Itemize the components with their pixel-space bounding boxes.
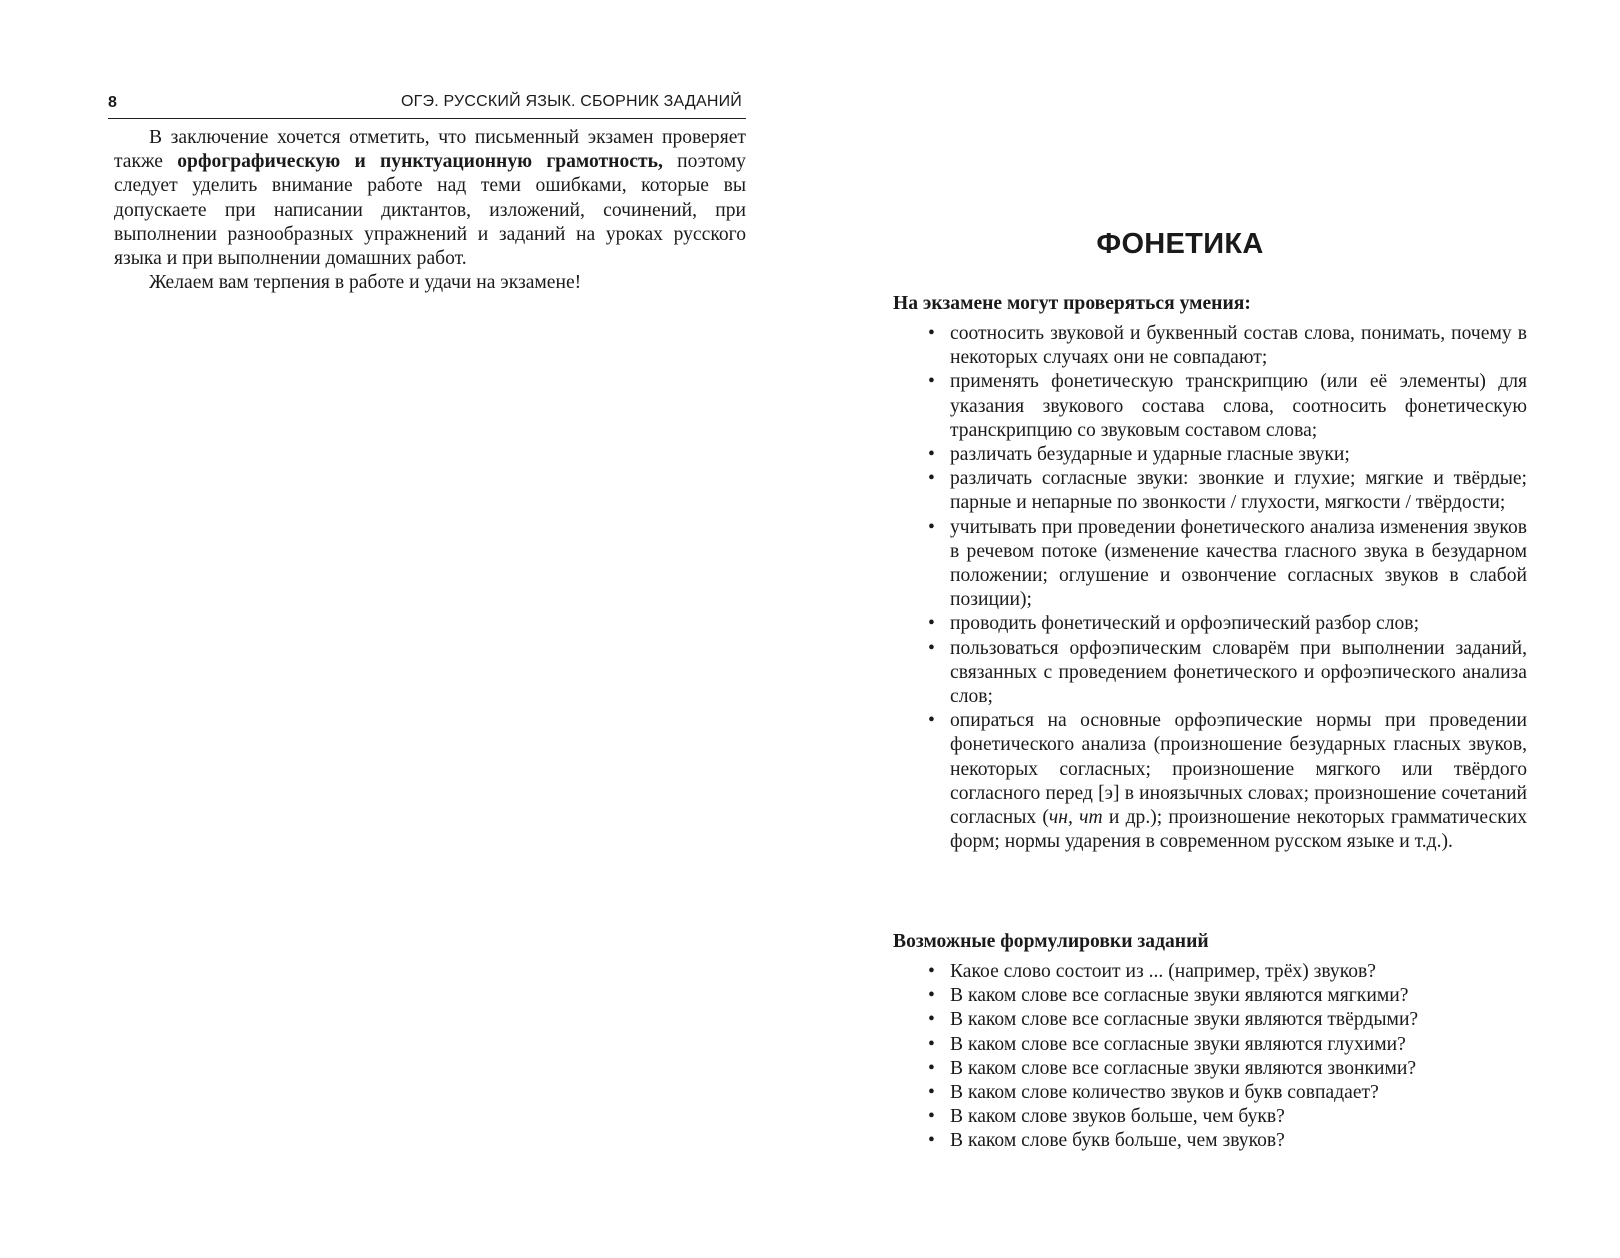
task-item: [893, 984, 1527, 1008]
skills-list-container: [893, 322, 1527, 854]
task-text: В каком слове все согласные звуки являются звонкими?: [950, 1057, 1417, 1079]
section-title: ФОНЕТИКА: [1096, 228, 1264, 260]
skill-text-end: и др.); произношение некоторых грамматических форм; нормы ударения в современном русском языке и т.д.).: [950, 807, 1528, 853]
task-text: В каком слове количество звуков и букв совпадает?: [950, 1082, 1379, 1104]
bullet-icon: •: [928, 1130, 935, 1152]
skill-item: [893, 516, 1527, 613]
bullet-icon: •: [928, 637, 935, 659]
skill-italic-text: чн, чт: [1048, 807, 1103, 829]
bullet-icon: •: [928, 444, 935, 466]
running-title: ОГЭ. РУССКИЙ ЯЗЫК. СБОРНИК ЗАДАНИЙ: [401, 93, 742, 110]
tasks-list: [893, 960, 1527, 1154]
running-header: [108, 92, 746, 119]
skill-text: различать согласные звуки: звонкие и глухие; мягкие и твёрдые; парные и непарные по звонкости / глухости, мягкости / твёрдости;: [950, 468, 1527, 514]
wish-paragraph: Желаем вам терпения в работе и удачи на экзамене!: [149, 272, 582, 294]
bullet-icon: •: [928, 371, 935, 393]
skill-text: различать безударные и ударные гласные звуки;: [950, 444, 1350, 466]
skills-heading: На экзамене могут проверяться умения:: [893, 293, 1251, 314]
skill-item: [893, 637, 1527, 710]
skill-item: [893, 709, 1527, 854]
task-item: [893, 1081, 1527, 1105]
skill-item: [893, 322, 1527, 370]
task-text: В каком слове все согласные звуки являются глухими?: [950, 1033, 1406, 1055]
conclusion-text-end: поэтому следует уделить внимание работе над теми ошибками, которые вы допускаете при написании диктантов, изложений, сочинений, при выполнении разнообразных упражнений и заданий на уроках русского языка и при выполнении домашних работ.: [114, 151, 746, 270]
skill-text: применять фонетическую транскрипцию (или её элементы) для указания звукового состава слова, соотносить фонетическую транскрипцию со звуковым составом слова;: [950, 371, 1527, 441]
bullet-icon: •: [928, 323, 935, 344]
skill-text-start: опираться на основные орфоэпические нормы при проведении фонетического анализа (произношение безударных гласных звуков, некоторых согласных; произношение мягкого или твёрдого согласного перед [э] в иноязычных словах; произношение сочетаний согласных (: [950, 710, 1527, 829]
conclusion-text-start: В заключение хочется отметить, что письменный экзамен проверяет также: [114, 127, 746, 173]
skill-item: [893, 467, 1527, 515]
task-item: [893, 1129, 1527, 1153]
task-text: В каком слове все согласные звуки являются мягкими?: [950, 985, 1409, 1007]
task-text: В каком слове звуков больше, чем букв?: [950, 1106, 1285, 1128]
bullet-icon: •: [928, 961, 935, 982]
skill-text: пользоваться орфоэпическим словарём при выполнении заданий, связанных с проведением фонетического и орфоэпического анализа слов;: [950, 637, 1527, 708]
bullet-icon: •: [928, 468, 935, 490]
skills-list: [893, 322, 1527, 854]
tasks-heading: Возможные формулировки заданий: [893, 931, 1209, 952]
task-item: [893, 1105, 1527, 1129]
skill-text: соотносить звуковой и буквенный состав слова, понимать, почему в некоторых случаях они не совпадают;: [950, 323, 1527, 369]
skill-item: [893, 612, 1527, 636]
conclusion-paragraph: [114, 126, 746, 271]
bullet-icon: •: [928, 1106, 935, 1128]
task-item: [893, 1033, 1527, 1057]
skill-item: [893, 370, 1527, 443]
bullet-icon: •: [928, 1009, 935, 1031]
task-text: В каком слове букв больше, чем звуков?: [950, 1130, 1285, 1152]
conclusion-bold-text: орфографическую и пунктуационную грамотность,: [177, 151, 663, 173]
task-item: [893, 1008, 1527, 1032]
bullet-icon: •: [928, 710, 935, 732]
tasks-list-container: [893, 960, 1527, 1154]
task-text: Какое слово состоит из ... (например, трёх) звуков?: [950, 961, 1377, 982]
task-text: В каком слове все согласные звуки являются твёрдыми?: [950, 1009, 1419, 1031]
skill-item: [893, 443, 1527, 467]
skill-text: проводить фонетический и орфоэпический разбор слов;: [950, 613, 1420, 635]
bullet-icon: •: [928, 1057, 935, 1079]
bullet-icon: •: [928, 1033, 935, 1055]
bullet-icon: •: [928, 613, 935, 635]
task-item: [893, 960, 1527, 984]
task-item: [893, 1057, 1527, 1081]
skill-text: учитывать при проведении фонетического анализа изменения звуков в речевом потоке (изменение качества гласного звука в безударном положении; оглушение и озвончение согласных звуков в слабой позиции);: [950, 516, 1527, 611]
bullet-icon: •: [928, 1082, 935, 1104]
bullet-icon: •: [928, 985, 935, 1007]
page-number: 8: [108, 94, 117, 111]
left-body-text: [114, 126, 746, 295]
bullet-icon: •: [928, 516, 935, 538]
